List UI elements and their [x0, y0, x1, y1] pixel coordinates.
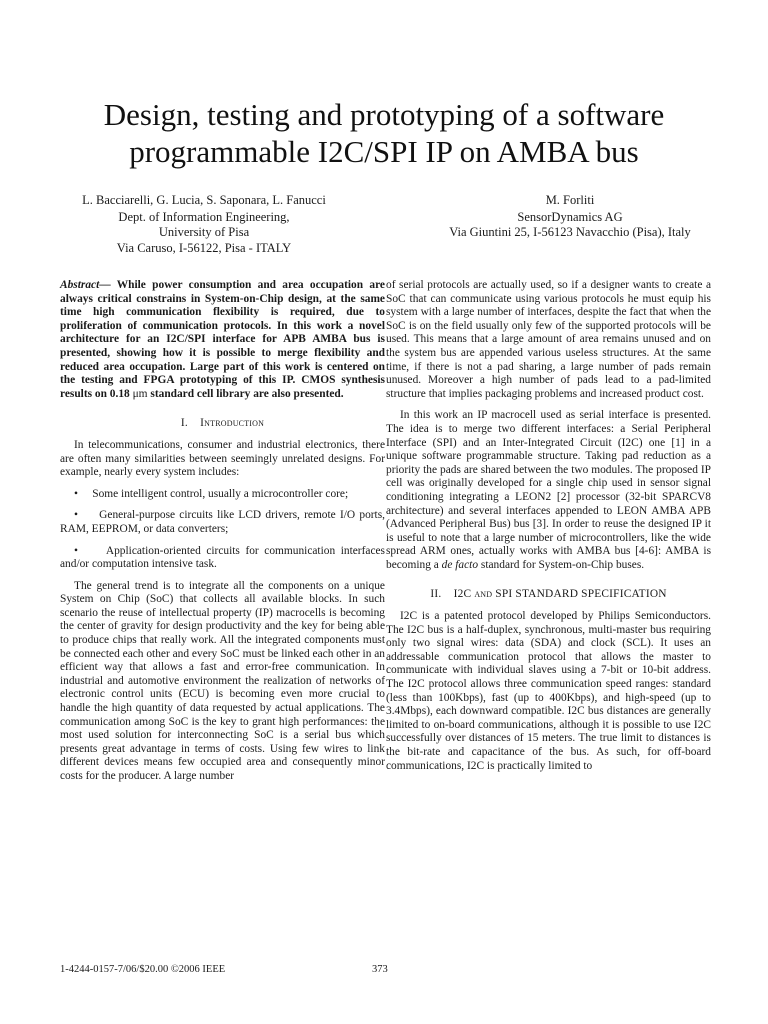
author-names-right: M. Forliti: [545, 193, 595, 207]
right-column: [386, 279, 711, 773]
right-paragraph-2-a: In this work an IP macrocell used as serial interface is presented. The idea is to merge two different interfaces: a Serial Peripheral Interface (SPI) and an Inter-Integrated Circuit (I2C) one [1] in a unique software programmable structure. Taking pad reduction as a priority the pads are shared between the two modules. The proposed IP cell was originally developed for a single chip used in sensor signal conditioning integrating a LEON2 [2] processor (32-bit SPARCV8 architecture) and several interfaces appended to LEON AMBA APB (Advanced Peripheral Bus) bus [3]. In order to reuse the designed IP it is useful to note that a large number of microcontrollers, like the wide spread ARM ones, actually works with AMBA bus [4-6]: AMBA is becoming a: [386, 409, 711, 571]
title-line-2: programmable I2C/SPI IP on AMBA bus: [129, 134, 639, 169]
section-1-number: I.: [180, 417, 188, 430]
right-paragraph-1: of serial protocols are actually used, so if a designer wants to create a SoC that can communicate using various protocols he must equip his system with a large number of interfaces, despite the fact that when the SoC is on the field usually only few of the supported protocols will be used. This means that a large amount of area remains unused and on the system bus are appended various useless structures. At the same time, if there is not a pad sharing, a large number of pads remain unused. Moreover a high number of pads lead to a pad-limited structure that implies packaging problems and increased product cost.: [386, 279, 711, 400]
abstract: [60, 279, 385, 401]
section-2-title-a: I2C: [453, 588, 472, 601]
section-heading-introduction: [60, 417, 385, 431]
bullet-symbol: •: [74, 487, 78, 500]
paper-title: [40, 96, 728, 170]
abstract-label: Abstract: [60, 279, 100, 291]
affiliation-right-2: Via Giuntini 25, I-56123 Navacchio (Pisa), Italy: [449, 225, 691, 239]
section-heading-specification: [386, 588, 711, 602]
right-paragraph-2-b: standard for System-on-Chip buses.: [478, 558, 645, 571]
copyright-footer: 1-4244-0157-7/06/$20.00 ©2006 IEEE: [60, 964, 226, 975]
right-paragraph-3: I2C is a patented protocol developed by Philips Semiconductors. The I2C bus is a half-duplex, synchronous, multi-master bus requiring only two signal wires: data (SDA) and clock (SCL). It uses an addressable communication protocol that allows the master to communicate with individual slaves using a 7-bit or 10-bit address. The I2C protocol allows three communication speed ranges: standard (less than 100Kbps), fast (up to 400Kbps), and high-speed (up to 3.4Mbps), each downward compatible. I2C bus distances are generally limited to on-board communications, although it is possible to use I2C successfully over distances of 15 meters. The true limit to distances is the bit-rate and capacitance of the bus. As such, for off-board communications, I2C is practically limited to: [386, 610, 711, 772]
bullet-text-1: Some intelligent control, usually a microcontroller core;: [92, 487, 349, 500]
right-paragraph-2: [386, 409, 711, 572]
intro-paragraph-2: The general trend is to integrate all the components on a unique System on Chip (SoC) that collects all available blocks. In such scenario the reuse of intellectual property (IP) macrocells is becoming the center of gravity for design productivity and the key for being able to produce chips that really work. All the integrated components must be connected each other and every SoC must be linked each other in an efficient way that allows a fast and error-free communication. In industrial and automotive environment the realization of networks of electronic control units (ECU) is becoming even more crucial to handle the high quantity of data requested by actual applications. The communication among SoC is the key to grant high performances: the most used solution for interconnecting SoC is a serial bus which presents great advantage in terms of costs. Using few wires to link different devices means few occupied area and consequently minor costs for the producer. A large number: [60, 579, 385, 782]
affiliation-left-3: Via Caruso, I-56122, Pisa - ITALY: [116, 240, 292, 255]
section-2-number: II.: [430, 588, 442, 601]
section-2-title-and: and: [471, 588, 496, 601]
left-column: [60, 279, 385, 784]
section-2-title-b: SPI STANDARD SPECIFICATION: [495, 588, 667, 601]
bullet-item-1: [60, 488, 385, 502]
de-facto-italic: de facto: [441, 558, 479, 571]
title-line-1: Design, testing and prototyping of a software: [103, 97, 665, 132]
author-block-left: [40, 193, 368, 256]
page-number: 373: [372, 964, 388, 975]
intro-paragraph-1: In telecommunications, consumer and industrial electronics, there are often many similarities between seemingly unrelated designs. For example, nearly every system includes:: [60, 438, 385, 479]
bullet-text-2: General-purpose circuits like LCD drivers, remote I/O ports, RAM, EEPROM, or data converters;: [60, 509, 386, 535]
abstract-dash: —: [99, 279, 117, 291]
affiliation-left-2: University of Pisa: [158, 225, 250, 239]
bullet-symbol: •: [74, 509, 78, 522]
abstract-unit: μm: [132, 387, 148, 400]
affiliation-left-1: Dept. of Information Engineering,: [118, 209, 290, 224]
bullet-item-3: [60, 545, 385, 572]
section-1-title: Introduction: [200, 417, 265, 430]
abstract-text-b: standard cell library are also presented.: [147, 387, 344, 400]
affiliation-right-1: SensorDynamics AG: [517, 209, 623, 224]
bullet-item-2: [60, 509, 385, 536]
author-block-right: [412, 193, 728, 241]
author-names-left: L. Bacciarelli, G. Lucia, S. Saponara, L. Fanucci: [82, 193, 326, 207]
abstract-text-a: While power consumption and area occupation are always critical constrains in System-on-Chip design, at the same time high communication flexibility is required, due to proliferation of communication protocols. In this work a novel architecture for an I2C/SPI interface for APB AMBA bus is presented, showing how it is possible to merge flexibility and reduced area occupation. Large part of this work is centered on the testing and FPGA prototyping of this IP. CMOS synthesis results on 0.18: [60, 279, 385, 400]
bullet-text-3: Application-oriented circuits for communication interfaces and/or computation intensive task.: [60, 544, 385, 571]
bullet-symbol: •: [74, 544, 78, 557]
